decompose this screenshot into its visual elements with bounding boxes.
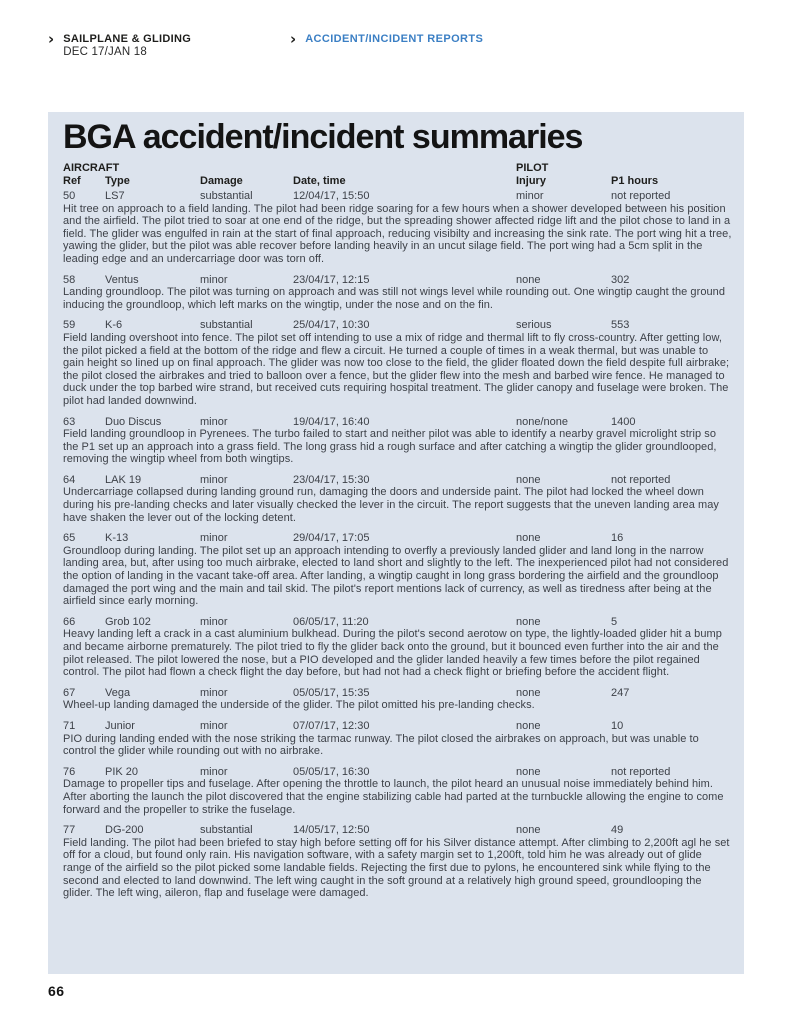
column-header-datetime: Date, time bbox=[293, 175, 346, 187]
entry-p1-hours: not reported bbox=[611, 190, 671, 202]
section-title: ACCIDENT/INCIDENT REPORTS bbox=[305, 33, 484, 45]
entry-injury: none bbox=[516, 273, 541, 286]
entry-type: LS7 bbox=[105, 190, 125, 202]
column-header-p1-hours: P1 hours bbox=[611, 175, 659, 187]
entry-data-row bbox=[63, 824, 732, 837]
entry-data-row bbox=[63, 190, 732, 203]
entry-type: Ventus bbox=[105, 273, 139, 286]
page-number: 66 bbox=[48, 983, 65, 999]
entry-p1-hours: 247 bbox=[611, 686, 630, 699]
group-header-aircraft: AIRCRAFT bbox=[63, 162, 120, 174]
entry-ref: 67 bbox=[63, 686, 76, 699]
entry-datetime: 06/05/17, 11:20 bbox=[293, 615, 369, 628]
entry-p1-hours: 302 bbox=[611, 273, 630, 286]
entry-damage: minor bbox=[200, 615, 228, 628]
entry-type: PIK 20 bbox=[105, 765, 139, 778]
entry-ref: 71 bbox=[63, 719, 76, 732]
accident-entry bbox=[63, 766, 732, 816]
entry-description: Heavy landing left a crack in a cast aluminium bulkhead. During the pilot's second aerotow on type, the lightly-loaded glider hit a bump and became airborne prematurely. The pilot tried to fly the glider back onto the ground, but it bounced even further into the air and the pilot released. The pilot lowered the nose, but a PIO developed and the glider landed heavily a few times before the pilot regained control. The pilot had flown a check flight the day before, but had not had a check flight or briefing before the accident flight. bbox=[63, 628, 722, 679]
entry-p1-hours: 1400 bbox=[611, 415, 636, 428]
entry-description: Field landing. The pilot had been briefed to stay high before setting off for his Silver distance attempt. After climbing to 2,200ft agl he set off for a cloud, but found only rain. His navigation software, with a safety margin set to 1,200ft, told him he was already out of glide range of the airfield so the pilot picked some landable fields. Rejecting the first due to pylons, he encountered sink while flying to the second and elected to land downwind. The left wing caught in the soft ground at a relatively high ground speed, groundlooping the glider. The left wing, aileron, flap and fuselage were damaged. bbox=[63, 836, 730, 900]
entry-p1-hours: 49 bbox=[611, 824, 624, 837]
column-header-ref: Ref bbox=[63, 175, 81, 187]
entry-damage: substantial bbox=[200, 190, 253, 202]
masthead-magazine bbox=[48, 30, 192, 59]
entry-p1-hours: 5 bbox=[611, 615, 618, 628]
column-header-injury: Injury bbox=[516, 175, 546, 187]
entry-datetime: 05/05/17, 15:35 bbox=[293, 686, 370, 699]
entry-description: Wheel-up landing damaged the underside of the glider. The pilot omitted his pre-landing checks. bbox=[63, 699, 535, 712]
issue-date: DEC 17/JAN 18 bbox=[63, 46, 147, 58]
entry-damage: substantial bbox=[200, 319, 253, 332]
entry-injury: none bbox=[516, 615, 541, 628]
entry-ref: 77 bbox=[63, 824, 76, 837]
entry-datetime: 25/04/17, 10:30 bbox=[293, 319, 370, 332]
column-header-type: Type bbox=[105, 175, 130, 187]
entry-ref: 58 bbox=[63, 273, 76, 286]
entry-datetime: 05/05/17, 16:30 bbox=[293, 765, 370, 778]
entry-ref: 65 bbox=[63, 532, 76, 545]
entry-data-row bbox=[63, 532, 732, 545]
entry-description: Hit tree on approach to a field landing. The pilot had been ridge soaring for a few hours when a shower developed between his position and the airfield. The pilot tried to soar at one end of the ridge, but the spreading shower affected ridge lift and the pilot chose to land in a field. The glider was engulfed in rain at the start of final approach, reducing visibilty and increasing the sink rate. The port wing hit a tree, yawing the glider, but the pilot was able recover before landing heavily in an uncut silage field. The port wing had a 5cm split in the leading edge and an undercarriage door was torn off. bbox=[63, 202, 732, 265]
entry-description: Landing groundloop. The pilot was turning on approach and was still not wings level while rounding out. One wingtip caught the ground inducing the groundloop, which left marks on the wingtip, under the nose and on the fin. bbox=[63, 286, 725, 311]
entry-damage: minor bbox=[200, 473, 228, 486]
accident-entry bbox=[63, 616, 732, 679]
entry-damage: minor bbox=[200, 415, 228, 428]
entry-p1-hours: not reported bbox=[611, 473, 671, 486]
entry-ref: 66 bbox=[63, 615, 76, 628]
entry-ref: 59 bbox=[63, 319, 76, 332]
entry-damage: minor bbox=[200, 765, 228, 778]
entry-ref: 50 bbox=[63, 190, 76, 202]
column-header-damage: Damage bbox=[200, 175, 243, 187]
entry-p1-hours: 16 bbox=[611, 532, 624, 545]
entry-datetime: 12/04/17, 15:50 bbox=[293, 190, 370, 202]
entry-ref: 63 bbox=[63, 415, 76, 428]
entry-type: Junior bbox=[105, 719, 135, 732]
page-title: BGA accident/incident summaries bbox=[63, 118, 583, 156]
entry-description: Field landing overshoot into fence. The pilot set off intending to use a mix of ridge and thermal lift to fly cross-country. After getting low, the pilot picked a field at the bottom of the ridge and flew a circuit. He turned a couple of times in a weak thermal, but was unable to gain height so lined up on final approach. The glider was now too close to the field, the glider floated down the field despite full airbrake; the pilot closed the airbrakes and tried to balloon over a fence, but the glider flew into the mesh and barbed wire fence. He managed to duck under the top barbed wire strand, but received cuts requiring hospital treatment. The glider canopy and fuselage were broken. The pilot had landed downwind. bbox=[63, 331, 730, 407]
accident-entry bbox=[63, 720, 732, 758]
entry-damage: substantial bbox=[200, 824, 253, 837]
entry-description: PIO during landing ended with the nose striking the tarmac runway. The pilot closed the airbrakes on approach, but was unable to control the glider while rounding out with no airbrake. bbox=[63, 732, 699, 758]
entry-p1-hours: 10 bbox=[611, 719, 624, 732]
entry-ref: 76 bbox=[63, 765, 76, 778]
entry-injury: serious bbox=[516, 319, 552, 332]
entry-datetime: 14/05/17, 12:50 bbox=[293, 824, 370, 837]
entry-injury: none bbox=[516, 719, 541, 732]
entry-data-row bbox=[63, 274, 732, 287]
entry-data-row bbox=[63, 766, 732, 779]
entry-description: Undercarriage collapsed during landing ground run, damaging the doors and underside paint. The pilot had locked the wheel down during his pre-landing checks and later visually checked the lever in the circuit. The report suggests that the uneven landing area may have shaken the lever out of the locking detent. bbox=[63, 486, 719, 524]
accident-entry bbox=[63, 474, 732, 524]
entry-damage: minor bbox=[200, 532, 228, 545]
entry-type: Grob 102 bbox=[105, 615, 151, 628]
magazine-title: SAILPLANE & GLIDING bbox=[63, 33, 192, 45]
entry-damage: minor bbox=[200, 686, 228, 699]
entry-datetime: 23/04/17, 15:30 bbox=[293, 473, 370, 486]
entry-injury: none bbox=[516, 765, 541, 778]
group-header-pilot: PILOT bbox=[516, 162, 549, 174]
entry-injury: none bbox=[516, 686, 541, 699]
accident-entry bbox=[63, 824, 732, 900]
accident-entry bbox=[63, 687, 732, 712]
entry-p1-hours: 553 bbox=[611, 319, 630, 332]
entry-datetime: 29/04/17, 17:05 bbox=[293, 532, 370, 545]
entry-injury: minor bbox=[516, 190, 544, 202]
column-header-row bbox=[63, 175, 732, 188]
masthead-section bbox=[290, 30, 484, 48]
entry-description: Field landing groundloop in Pyrenees. The turbo failed to start and neither pilot was able to identify a nearby gravel microlight strip so the P1 set up an approach into a grass field. The long grass hid a rough surface and after catching a wingtip the glider groundlooped, removing the wingtip wheel from both wingtips. bbox=[63, 428, 717, 466]
entry-data-row bbox=[63, 474, 732, 487]
entry-damage: minor bbox=[200, 273, 228, 286]
entry-datetime: 23/04/17, 12:15 bbox=[293, 273, 370, 286]
entry-injury: none bbox=[516, 473, 541, 486]
entry-data-row bbox=[63, 687, 732, 700]
entry-type: Vega bbox=[105, 686, 131, 699]
entry-data-row bbox=[63, 616, 732, 629]
entry-type: K-13 bbox=[105, 532, 129, 545]
accident-entry bbox=[63, 190, 732, 266]
entry-description: Groundloop during landing. The pilot set up an approach intending to overfly a previously landed glider and land long in the narrow landing area, but, after using too much airbrake, elected to land short and slightly to the left. The inexperienced pilot had not considered the option of landing in the vacant take-off area. After landing, a wingtip caught in long grass bordering the airfield and the groundloop damaged the port wing and the main and tail skid. The pilot's report mentions lack of currency, as well as tiredness after being at the airfield since early morning. bbox=[63, 544, 729, 608]
group-header-row bbox=[63, 162, 732, 175]
entry-p1-hours: not reported bbox=[611, 765, 671, 778]
accident-entry bbox=[63, 532, 732, 608]
entry-injury: none bbox=[516, 532, 541, 545]
entry-datetime: 07/07/17, 12:30 bbox=[293, 719, 370, 732]
entry-data-row bbox=[63, 720, 732, 733]
entry-data-row bbox=[63, 416, 732, 429]
accident-entry bbox=[63, 319, 732, 407]
entry-type: DG-200 bbox=[105, 824, 144, 837]
entry-damage: minor bbox=[200, 719, 228, 732]
accident-entry bbox=[63, 416, 732, 466]
entry-type: LAK 19 bbox=[105, 473, 142, 486]
summaries-panel bbox=[48, 112, 744, 974]
entry-injury: none/none bbox=[516, 415, 568, 428]
entry-type: K-6 bbox=[105, 319, 123, 332]
accident-entry bbox=[63, 274, 732, 312]
accident-entry-list bbox=[63, 190, 732, 900]
entry-data-row bbox=[63, 319, 732, 332]
entry-injury: none bbox=[516, 824, 541, 837]
chevron-right-icon: › bbox=[290, 30, 297, 48]
entry-ref: 64 bbox=[63, 473, 76, 486]
entry-type: Duo Discus bbox=[105, 415, 162, 428]
chevron-right-icon: › bbox=[48, 30, 55, 48]
entry-description: Damage to propeller tips and fuselage. After opening the throttle to launch, the pilot heard an unusual noise immediately behind him. After aborting the launch the pilot discovered that the engine stabilizing cable had parted at the turnbuckle allowing the engine to come forward and the propeller to strike the fuselage. bbox=[63, 778, 724, 816]
entry-datetime: 19/04/17, 16:40 bbox=[293, 415, 370, 428]
